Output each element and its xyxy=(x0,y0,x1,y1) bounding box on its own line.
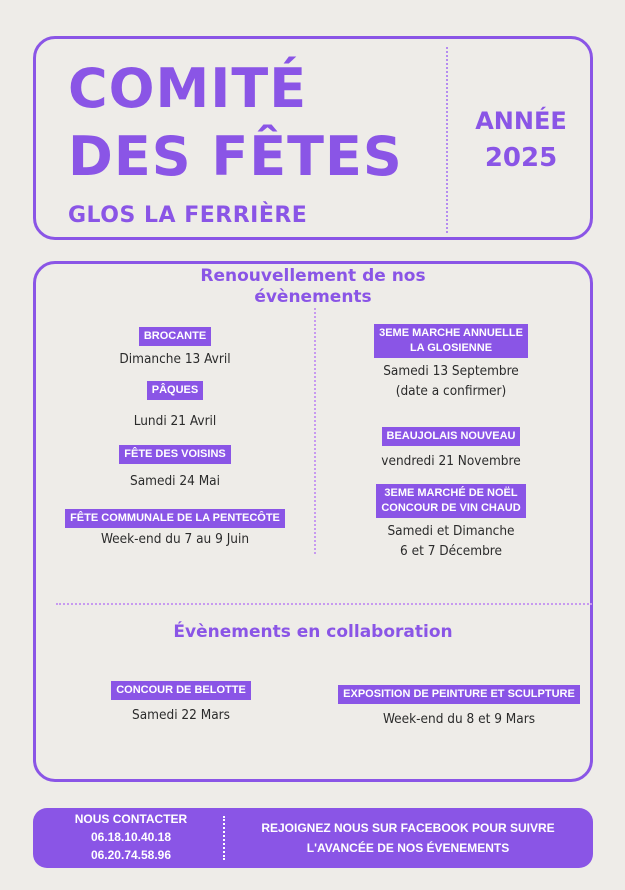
event-tag: PÂQUES xyxy=(147,381,203,400)
footer-banner xyxy=(33,808,593,868)
event-fete-voisins xyxy=(36,442,314,491)
event-tag: BEAUJOLAIS NOUVEAU xyxy=(382,427,521,446)
event-marche-noel xyxy=(316,484,586,561)
footer-divider xyxy=(223,816,225,860)
event-date: Samedi 24 Mai xyxy=(129,473,220,489)
event-tag: CONCOUR DE BELOTTE xyxy=(111,681,251,700)
header-box xyxy=(33,36,593,240)
event-tag-line: 3EME MARCHÉ DE NOËL xyxy=(384,487,518,499)
event-date: Lundi 21 Avril xyxy=(133,413,217,429)
renewal-title xyxy=(36,266,590,308)
year-label: ANNÉE xyxy=(475,107,567,135)
event-tag: FÊTE COMMUNALE DE LA PENTECÔTE xyxy=(65,509,285,528)
facebook-line: REJOIGNEZ NOUS SUR FACEBOOK POUR SUIVRE xyxy=(261,821,555,835)
event-tag-line: LA GLOSIENNE xyxy=(409,342,493,354)
event-brocante xyxy=(36,324,314,369)
event-date: Samedi 22 Mars xyxy=(132,707,230,723)
event-date: Samedi 13 Septembre xyxy=(383,363,519,379)
event-tag xyxy=(376,484,525,518)
subtitle-location: GLOS LA FERRIÈRE xyxy=(68,203,308,228)
event-tag-line: 3EME MARCHE ANNUELLE xyxy=(379,327,523,339)
event-date: vendredi 21 Novembre xyxy=(381,453,521,469)
event-marche-annuelle xyxy=(316,324,586,401)
event-tag: BROCANTE xyxy=(139,327,211,346)
event-date: Dimanche 13 Avril xyxy=(119,351,231,367)
header-divider xyxy=(446,47,448,233)
event-paques xyxy=(36,378,314,431)
facebook-line: L'AVANCÉE DE NOS ÉVENEMENTS xyxy=(306,841,510,855)
phone-number[interactable]: 06.18.10.40.18 xyxy=(90,830,172,844)
horizontal-divider xyxy=(56,603,592,605)
event-date: Week-end du 8 et 9 Mars xyxy=(382,711,536,727)
event-date: Week-end du 7 au 9 Juin xyxy=(100,531,250,547)
renewal-title-text: Renouvellement de nos évènements xyxy=(200,266,426,307)
event-tag xyxy=(374,324,528,358)
contact-label: NOUS CONTACTER xyxy=(74,812,188,826)
title-line-2: DES FÊTES xyxy=(68,125,403,188)
event-beaujolais xyxy=(316,424,586,471)
event-tag-line: CONCOUR DE VIN CHAUD xyxy=(381,502,521,514)
event-fete-communale xyxy=(36,506,314,549)
facebook-message xyxy=(238,818,578,858)
event-tag: EXPOSITION DE PEINTURE ET SCULPTURE xyxy=(338,685,580,704)
event-date-note: (date a confirmer) xyxy=(395,383,507,399)
events-box xyxy=(33,261,593,782)
phone-number[interactable]: 06.20.74.58.96 xyxy=(90,848,172,862)
title-line-1: COMITÉ xyxy=(68,57,308,120)
contact-block xyxy=(51,810,211,864)
event-date: 6 et 7 Décembre xyxy=(400,543,502,559)
event-date: Samedi et Dimanche xyxy=(387,523,515,539)
year-value: 2025 xyxy=(484,143,558,173)
event-tag: FÊTE DES VOISINS xyxy=(119,445,230,464)
event-belotte xyxy=(36,678,326,725)
collaboration-title: Évènements en collaboration xyxy=(173,622,453,642)
event-exposition xyxy=(326,682,592,729)
